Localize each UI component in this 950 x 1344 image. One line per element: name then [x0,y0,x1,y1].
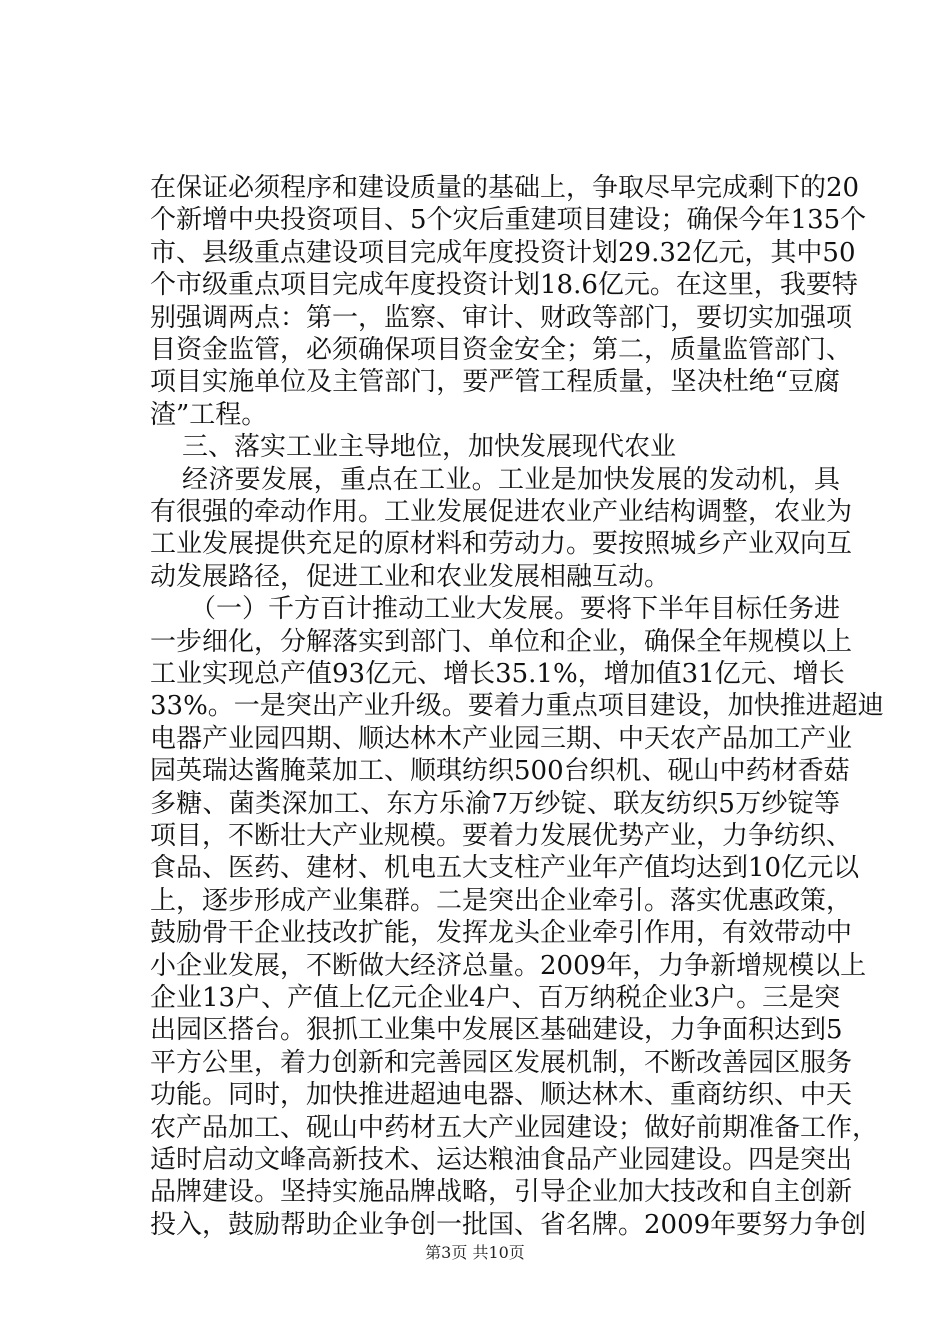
text-line: 功能。同时，加快推进超迪电器、顺达林木、重商纺织、中天 [150,1080,853,1110]
text-line: 上，逐步形成产业集群。二是突出企业牵引。落实优惠政策， [150,886,853,916]
subsection-line: （一）千方百计推动工业大发展。要将下半年目标任务进 [190,594,841,624]
text-line: 多糖、菌类深加工、东方乐渝7万纱锭、联友纺织5万纱锭等 [150,789,840,819]
text-line: 动发展路径，促进工业和农业发展相融互动。 [150,562,671,592]
text-line: 市、县级重点建设项目完成年度投资计划29.32亿元，其中50 [150,238,856,268]
text-line: 经济要发展，重点在工业。工业是加快发展的发动机，具 [182,465,840,495]
text-line: 出园区搭台。狠抓工业集中发展区基础建设，力争面积达到5 [150,1015,843,1045]
text-line: 33%。一是突出产业升级。要着力重点项目建设，加快推进超迪 [150,691,884,721]
text-line: 在保证必须程序和建设质量的基础上，争取尽早完成剩下的20 [150,173,860,203]
text-line: 品牌建设。坚持实施品牌战略，引导企业加大技改和自主创新 [150,1177,853,1207]
text-line: 别强调两点：第一，监察、审计、财政等部门，要切实加强项 [150,303,853,333]
text-line: 个新增中央投资项目、5个灾后重建项目建设；确保今年135个 [150,205,867,235]
text-line: 工业发展提供充足的原材料和劳动力。要按照城乡产业双向互 [150,529,853,559]
section-heading: 三、落实工业主导地位，加快发展现代农业 [182,432,677,462]
text-line: 工业实现总产值93亿元、增长35.1%，增加值31亿元、增长 [150,659,845,689]
text-line: 目资金监管，必须确保项目资金安全；第二，质量监管部门、 [150,335,853,365]
text-line: 小企业发展，不断做大经济总量。2009年，力争新增规模以上 [150,951,867,981]
page-footer: 第3页 共10页 [425,1243,525,1262]
text-line: 鼓励骨干企业技改扩能，发挥龙头企业牵引作用，有效带动中 [150,918,853,948]
text-line: 企业13户、产值上亿元企业4户、百万纳税企业3户。三是突 [150,983,841,1013]
text-line: 渣”工程。 [150,400,268,430]
text-line: 个市级重点项目完成年度投资计划18.6亿元。在这里，我要特 [150,270,858,300]
text-line: 园英瑞达酱腌菜加工、顺琪纺织500台织机、砚山中药材香菇 [150,756,850,786]
text-line: 电器产业园四期、顺达林木产业园三期、中天农产品加工产业 [150,724,853,754]
text-line: 食品、医药、建材、机电五大支柱产业年产值均达到10亿元以 [150,853,860,883]
text-line: 投入，鼓励帮助企业争创一批国、省名牌。2009年要努力争创 [150,1210,867,1240]
text-line: 适时启动文峰高新技术、运达粮油食品产业园建设。四是突出 [150,1145,853,1175]
text-line: 项目实施单位及主管部门，要严管工程质量，坚决杜绝“豆腐 [150,367,840,397]
text-line: 有很强的牵动作用。工业发展促进农业产业结构调整，农业为 [150,497,853,527]
text-line: 平方公里，着力创新和完善园区发展机制，不断改善园区服务 [150,1048,853,1078]
text-line: 一步细化，分解落实到部门、单位和企业，确保全年规模以上 [150,627,853,657]
text-line: 农产品加工、砚山中药材五大产业园建设；做好前期准备工作， [150,1113,879,1143]
text-line: 项目，不断壮大产业规模。要着力发展优势产业，力争纺织、 [150,821,853,851]
